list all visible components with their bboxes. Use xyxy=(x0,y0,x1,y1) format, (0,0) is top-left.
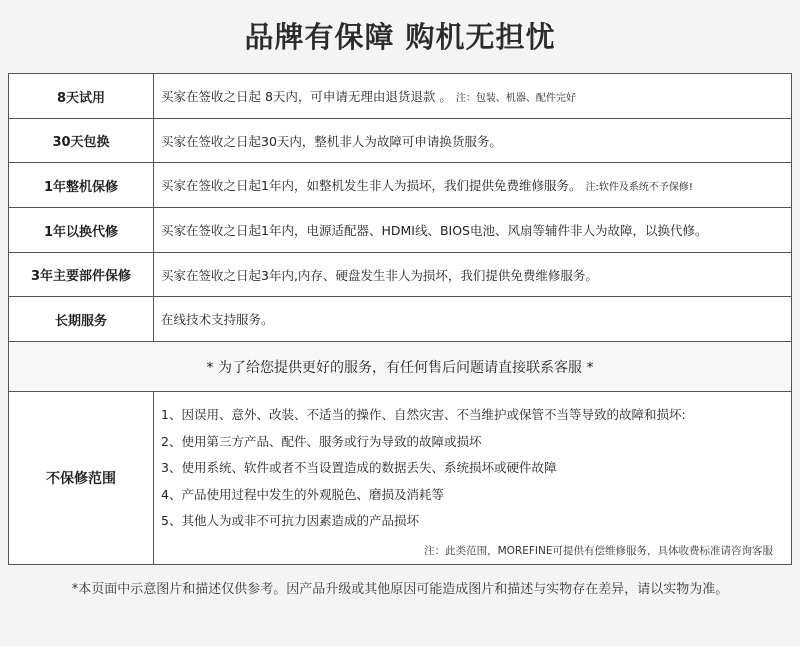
list-item: 3、使用系统、软件或者不当设置造成的数据丢失、系统损坏或硬件故障 xyxy=(161,460,557,475)
policy-description xyxy=(154,253,791,296)
policy-row-1-year-replacement xyxy=(9,208,791,253)
policy-text: 买家在签收之日起 8天内，可申请无理由退货退款 。 xyxy=(161,89,452,104)
policy-description xyxy=(154,163,791,207)
policy-label: 1年整机保修 xyxy=(9,163,154,207)
policy-text: 买家在签收之日起30天内，整机非人为故障可申请换货服务。 xyxy=(161,133,502,149)
policy-label: 长期服务 xyxy=(9,297,154,341)
policy-row-3-year-parts xyxy=(9,253,791,297)
policy-label: 1年以换代修 xyxy=(9,208,154,252)
policy-text: 买家在签收之日起1年内，如整机发生非人为损坏，我们提供免费维修服务。 xyxy=(161,178,582,193)
non-warranty-list xyxy=(161,404,686,537)
policy-label: 3年主要部件保修 xyxy=(9,253,154,296)
policy-label: 30天包换 xyxy=(9,119,154,162)
policy-row-long-term-service xyxy=(9,297,791,342)
image-disclaimer: *本页面中示意图片和描述仅供参考。因产品升级或其他原因可能造成图片和描述与实物存在差异，请以实物为准。 xyxy=(71,582,729,597)
policy-note: 注:软件及系统不予保修! xyxy=(585,181,693,193)
list-item: 2、使用第三方产品、配件、服务或行为导致的故障或损坏 xyxy=(161,433,482,449)
service-notice: * 为了给您提供更好的服务，有任何售后问题请直接联系客服 * xyxy=(9,342,791,392)
policy-row-8-day-trial xyxy=(9,74,791,119)
non-warranty-label: 不保修范围 xyxy=(9,392,154,564)
paid-repair-footnote: 注：此类范围，MOREFINE可提供有偿维修服务，具体收费标准请咨询客服 xyxy=(424,545,773,557)
policy-label: 8天试用 xyxy=(9,74,154,118)
page-title: 品牌有保障 购机无担忧 xyxy=(244,20,556,54)
policy-text: 买家在签收之日起1年内，电源适配器、HDMI线、BIOS电池、风扇等辅件非人为故障，以换代修。 xyxy=(161,223,708,238)
policy-note: 注：包装、机器、配件完好 xyxy=(455,92,576,104)
policy-row-1-year-warranty xyxy=(9,163,791,208)
list-item: 4、产品使用过程中发生的外观脱色、磨损及消耗等 xyxy=(161,486,444,502)
policy-text: 买家在签收之日起3年内,内存、硬盘发生非人为损坏，我们提供免费维修服务。 xyxy=(161,267,598,283)
policy-description xyxy=(154,297,791,341)
policy-description xyxy=(154,74,791,118)
policy-row-30-day-exchange xyxy=(9,119,791,163)
warranty-policy-table xyxy=(8,73,792,565)
policy-description xyxy=(154,119,791,162)
non-warranty-section xyxy=(9,392,791,564)
list-item: 5、其他人为或非不可抗力因素造成的产品损坏 xyxy=(161,513,419,528)
policy-description xyxy=(154,208,791,252)
policy-text: 在线技术支持服务。 xyxy=(161,312,274,327)
list-item: 1、因误用、意外、改装、不适当的操作、自然灾害、不当维护或保管不当等导致的故障和损坏: xyxy=(161,407,686,422)
